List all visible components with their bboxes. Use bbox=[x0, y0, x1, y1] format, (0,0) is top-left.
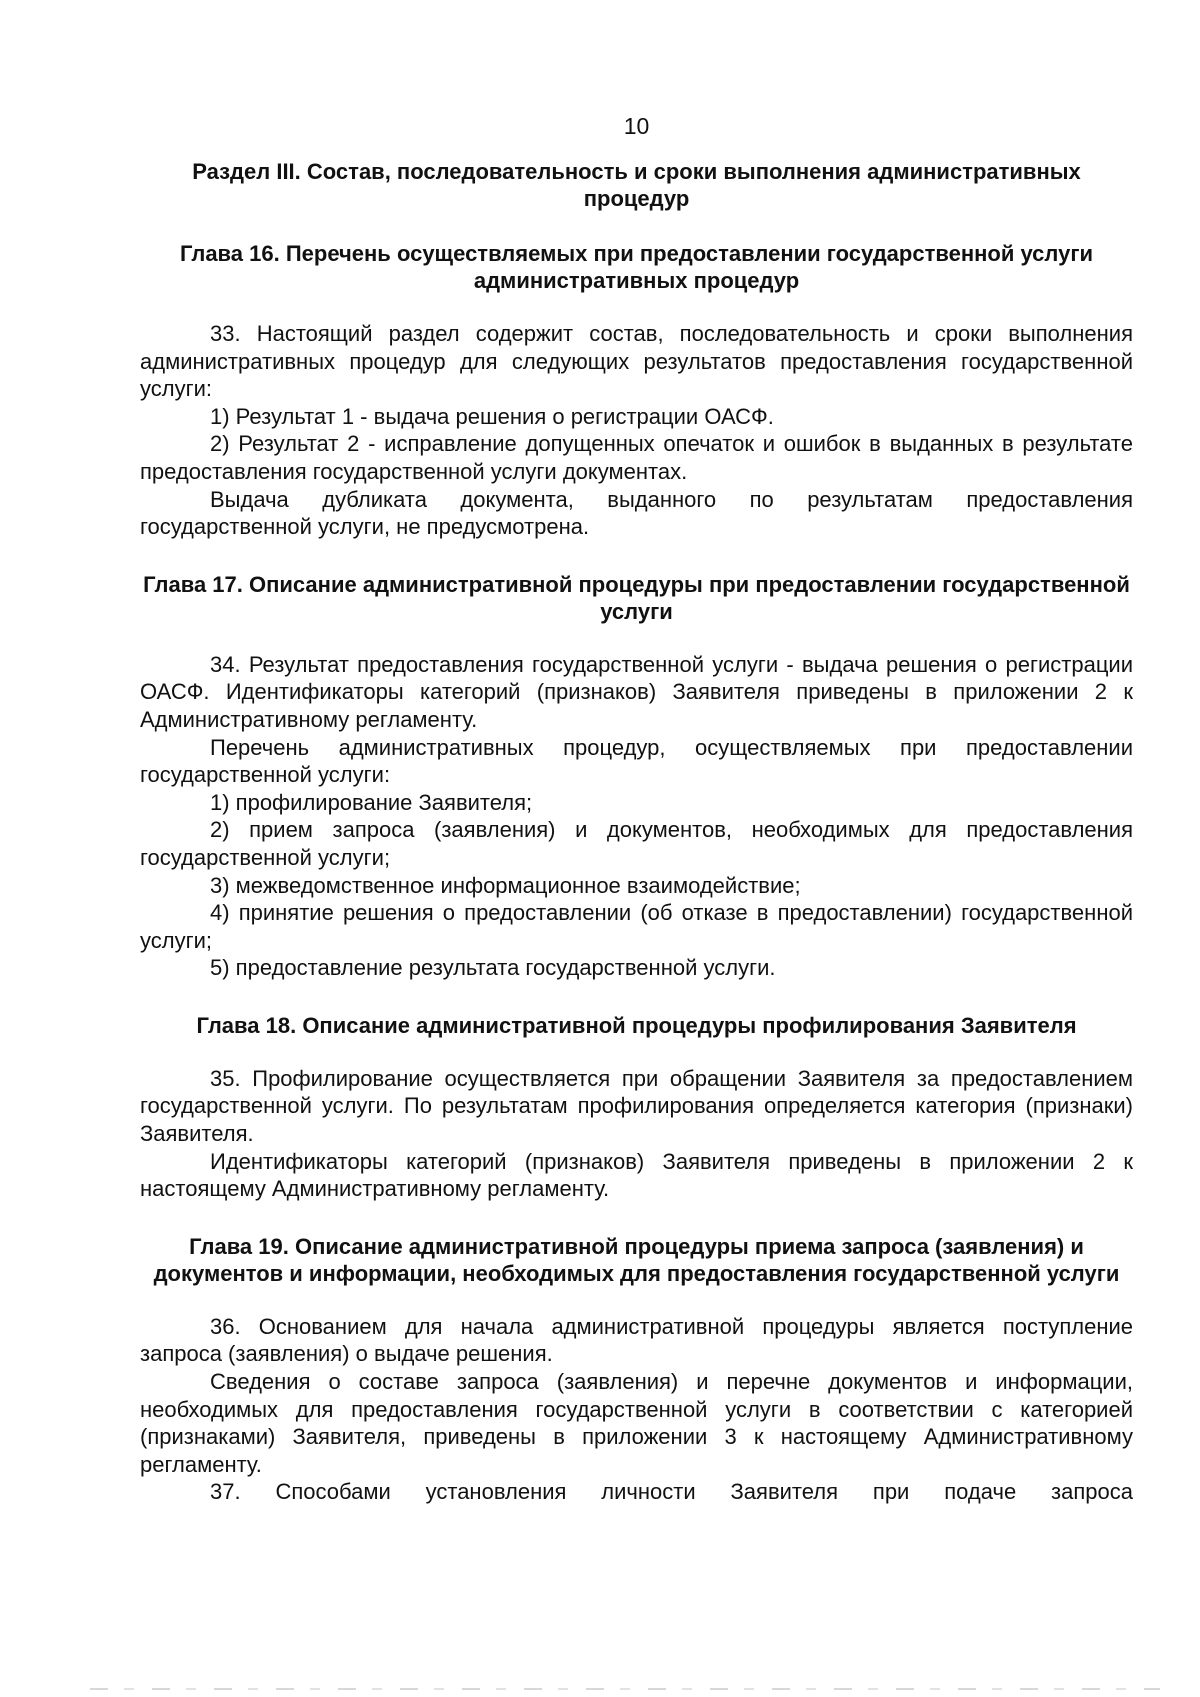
paragraph: Выдача дубликата документа, выданного по результатам предоставления государственной услуги, не предусмотрена. bbox=[140, 486, 1133, 540]
chapter-17 bbox=[140, 571, 1133, 982]
chapter-title: Глава 16. Перечень осуществляемых при предоставлении государственной услуги административных процедур bbox=[179, 241, 1094, 293]
list-item: 5) предоставление результата государственной услуги. bbox=[210, 955, 776, 981]
chapter-title: Глава 19. Описание административной процедуры приема запроса (заявления) и документов и информации, необходимых для предоставления государственной услуги bbox=[153, 1233, 1120, 1286]
chapter-19 bbox=[140, 1233, 1133, 1506]
scan-edge-divider bbox=[90, 1688, 1160, 1690]
list-item: 1) Результат 1 - выдача решения о регистрации ОАСФ. bbox=[210, 403, 774, 429]
chapter-18 bbox=[140, 1012, 1133, 1203]
list-item: 4) принятие решения о предоставлении (об отказе в предоставлении) государственной услуги; bbox=[140, 900, 1133, 953]
paragraph: 33. Настоящий раздел содержит состав, последовательность и сроки выполнения административных процедур для следующих результатов предоставления государственной услуги: bbox=[140, 321, 1133, 402]
page-number: 10 bbox=[623, 113, 650, 139]
paragraph: Идентификаторы категорий (признаков) Заявителя приведены в приложении 2 к настоящему Административному регламенту. bbox=[140, 1148, 1133, 1202]
list-item: 2) Результат 2 - исправление допущенных опечаток и ошибок в выданных в результате предоставления государственной услуги документах. bbox=[140, 431, 1133, 484]
list-item: 1) профилирование Заявителя; bbox=[210, 789, 533, 815]
paragraph: 35. Профилирование осуществляется при обращении Заявителя за предоставлением государственной услуги. По результатам профилирования определяется категория (признаки) Заявителя. bbox=[140, 1065, 1133, 1147]
section-title: Раздел III. Состав, последовательность и сроки выполнения административных процедур bbox=[192, 159, 1081, 211]
list-item: 2) прием запроса (заявления) и документов, необходимых для предоставления государственной услуги; bbox=[140, 817, 1133, 870]
chapter-title: Глава 17. Описание административной процедуры при предоставлении государственной услуги bbox=[143, 571, 1130, 624]
chapter-16 bbox=[140, 240, 1133, 541]
paragraph: Сведения о составе запроса (заявления) и перечне документов и информации, необходимых для предоставления государственной услуги в соответствии с категорией (признаками) Заявителя, приведены в приложении 3 к настоящему Административному регламенту. bbox=[140, 1369, 1133, 1477]
document-page bbox=[140, 112, 1133, 1536]
paragraph: 37. Способами установления личности Заявителя при подаче запроса bbox=[210, 1479, 1133, 1505]
paragraph: 36. Основанием для начала административной процедуры является поступление запроса (заявления) о выдаче решения. bbox=[140, 1313, 1133, 1367]
paragraph: Перечень административных процедур, осуществляемых при предоставлении государственной услуги: bbox=[140, 734, 1133, 788]
paragraph: 34. Результат предоставления государственной услуги - выдача решения о регистрации ОАСФ. Идентификаторы категорий (признаков) Заявителя приведены в приложении 2 к Административному регламенту. bbox=[140, 651, 1133, 732]
list-item: 3) межведомственное информационное взаимодействие; bbox=[210, 872, 801, 898]
chapter-title: Глава 18. Описание административной процедуры профилирования Заявителя bbox=[196, 1012, 1077, 1038]
